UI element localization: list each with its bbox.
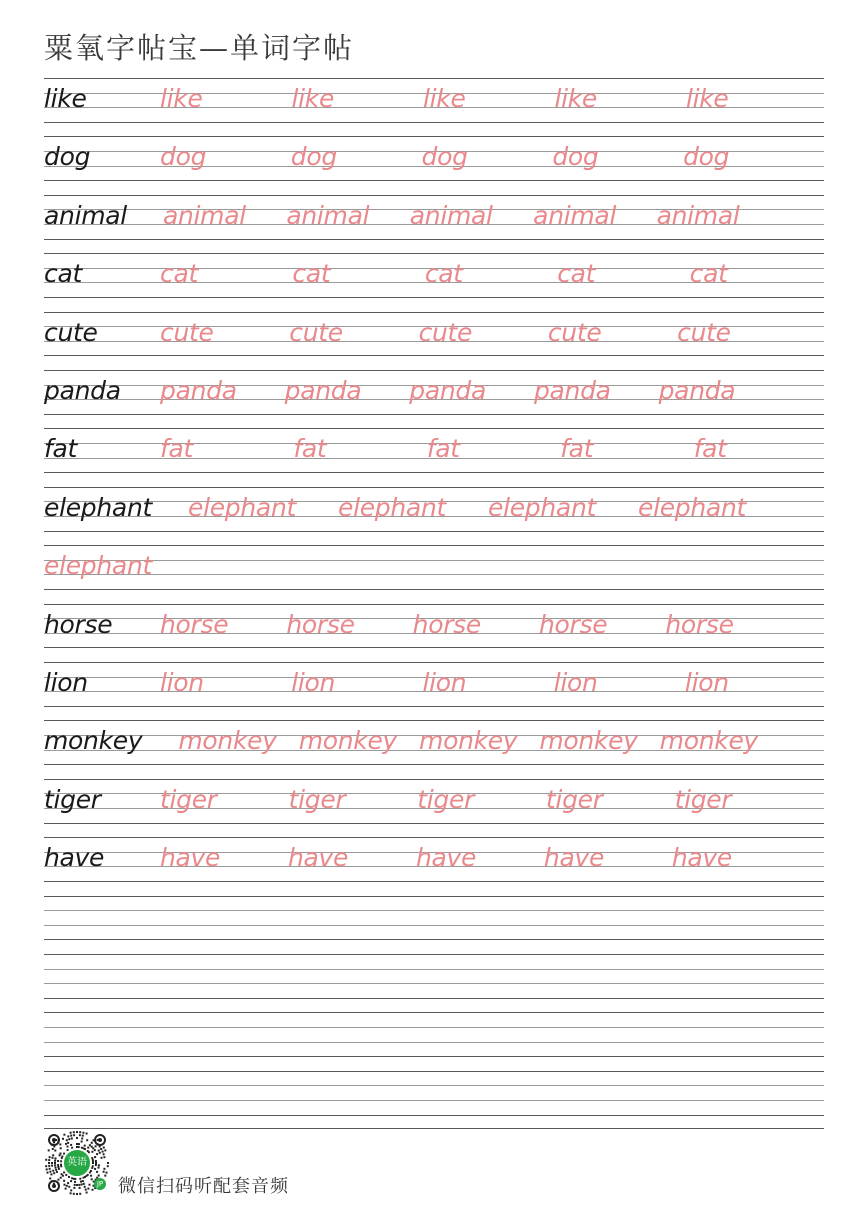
trace-word: animal (533, 200, 617, 230)
ruling-line (44, 253, 824, 254)
trace-word: dog (290, 142, 337, 172)
trace-word: tiger (674, 784, 732, 814)
trace-word: panda (409, 376, 487, 405)
trace-word: panda (533, 376, 611, 405)
ruling-line (44, 1100, 824, 1101)
model-word: lion (44, 668, 88, 697)
footer (42, 1128, 442, 1198)
trace-word: have (415, 843, 477, 873)
trace-word: cat (160, 259, 198, 289)
ruling-line (44, 472, 824, 473)
ruling-line (44, 881, 824, 882)
trace-word: dog (160, 142, 207, 172)
trace-word: like (554, 84, 598, 113)
trace-word: horse (539, 609, 608, 639)
ruling-line (44, 589, 824, 590)
ruling-line (44, 180, 824, 181)
ruling-line (44, 78, 824, 79)
trace-word: fat (426, 434, 460, 464)
ruling-line (44, 896, 824, 897)
trace-word: cute (547, 317, 602, 347)
trace-word: like (160, 84, 203, 113)
trace-word: tiger (545, 784, 603, 814)
trace-word: have (287, 843, 349, 873)
ruling-line (44, 297, 824, 298)
trace-word: have (543, 843, 605, 873)
model-word: panda (44, 376, 121, 405)
trace-word: tiger (288, 784, 346, 814)
trace-word: cat (424, 259, 463, 289)
model-word: elephant (44, 492, 152, 522)
trace-word: panda (658, 376, 736, 405)
ruling-line (44, 1071, 824, 1072)
trace-word: monkey (178, 726, 277, 756)
trace-word: horse (412, 609, 481, 639)
ruling-line (44, 370, 824, 371)
model-word: like (44, 84, 87, 113)
trace-word: cute (418, 317, 473, 347)
trace-word: like (422, 84, 466, 113)
ruling-line (44, 647, 824, 648)
ruling-line (44, 428, 824, 429)
trace-word: tiger (160, 784, 217, 814)
ruling-line (44, 312, 824, 313)
footer-caption: 微信扫码听配套音频 (118, 1176, 289, 1197)
ruling-line (44, 136, 824, 137)
trace-word: elephant (44, 551, 152, 581)
model-word: animal (44, 200, 127, 230)
ruling-line (44, 239, 824, 240)
ruling-line (44, 545, 824, 546)
ruling-line (44, 823, 824, 824)
trace-word: panda (160, 376, 237, 405)
ruling-line (44, 1012, 824, 1013)
ruling-line (44, 837, 824, 838)
trace-word: animal (656, 200, 740, 230)
model-word: fat (44, 434, 78, 464)
trace-word: panda (284, 376, 362, 405)
ruling-line (44, 1056, 824, 1057)
model-word: have (44, 843, 105, 873)
trace-word: lion (553, 668, 598, 697)
trace-word: cute (677, 317, 731, 347)
ruling-line (44, 910, 824, 911)
trace-word: lion (160, 668, 204, 697)
ruling-line (44, 1027, 824, 1028)
trace-word: cute (289, 317, 343, 347)
trace-word: monkey (659, 726, 759, 756)
ruling-line (44, 939, 824, 940)
trace-word: horse (286, 609, 355, 639)
ruling-line (44, 779, 824, 780)
trace-word: animal (409, 200, 493, 230)
ruling-line (44, 662, 824, 663)
qr-badge: 英语 (62, 1148, 92, 1178)
trace-word: have (671, 843, 733, 873)
ruling-line (44, 122, 824, 123)
ruling-line (44, 1042, 824, 1043)
ruling-line (44, 706, 824, 707)
model-word: tiger (44, 784, 101, 814)
trace-word: lion (684, 668, 729, 697)
ruling-line (44, 998, 824, 999)
model-word: monkey (44, 726, 143, 756)
trace-word: horse (160, 609, 229, 639)
trace-word: monkey (298, 726, 398, 756)
trace-word: fat (293, 434, 327, 464)
trace-word: cat (689, 259, 728, 289)
trace-word: have (160, 843, 221, 873)
ruling-line (44, 764, 824, 765)
trace-word: monkey (419, 726, 518, 756)
ruling-line (44, 574, 824, 575)
trace-word: elephant (338, 492, 446, 522)
trace-word: dog (552, 142, 599, 172)
model-word: horse (44, 609, 113, 639)
ruling-line (44, 531, 824, 532)
model-word: cat (44, 259, 82, 289)
trace-word: fat (160, 434, 194, 464)
trace-word: animal (286, 200, 370, 230)
trace-word: horse (665, 609, 734, 639)
trace-word: fat (693, 434, 727, 464)
trace-word: like (291, 84, 335, 113)
qr-corner-badge: JP (94, 1178, 106, 1190)
ruling-line (44, 720, 824, 721)
trace-word: elephant (188, 492, 296, 522)
trace-word: dog (421, 142, 468, 172)
model-word: dog (44, 142, 91, 172)
trace-word: dog (683, 142, 730, 172)
ruling-line (44, 969, 824, 970)
trace-word: like (685, 84, 729, 113)
page-title: 粟氧字帖宝—单词字帖 (44, 31, 355, 65)
trace-word: elephant (638, 492, 746, 522)
practice-sheet (44, 0, 824, 1227)
trace-word: monkey (539, 726, 638, 756)
trace-word: fat (560, 434, 594, 464)
ruling-line (44, 1115, 824, 1116)
ruling-line (44, 925, 824, 926)
trace-word: elephant (488, 492, 596, 522)
ruling-line (44, 604, 824, 605)
trace-word: animal (162, 200, 246, 230)
trace-word: cat (292, 259, 331, 289)
trace-word: lion (422, 668, 467, 697)
trace-word: lion (291, 668, 336, 697)
trace-word: cute (160, 317, 214, 347)
trace-word: tiger (417, 784, 475, 814)
model-word: cute (44, 317, 98, 347)
ruling-line (44, 487, 824, 488)
ruling-line (44, 414, 824, 415)
ruling-line (44, 195, 824, 196)
ruling-line (44, 983, 824, 984)
ruling-line (44, 954, 824, 955)
ruling-line (44, 1085, 824, 1086)
trace-word: cat (557, 259, 596, 289)
ruling-line (44, 560, 824, 561)
ruling-line (44, 355, 824, 356)
